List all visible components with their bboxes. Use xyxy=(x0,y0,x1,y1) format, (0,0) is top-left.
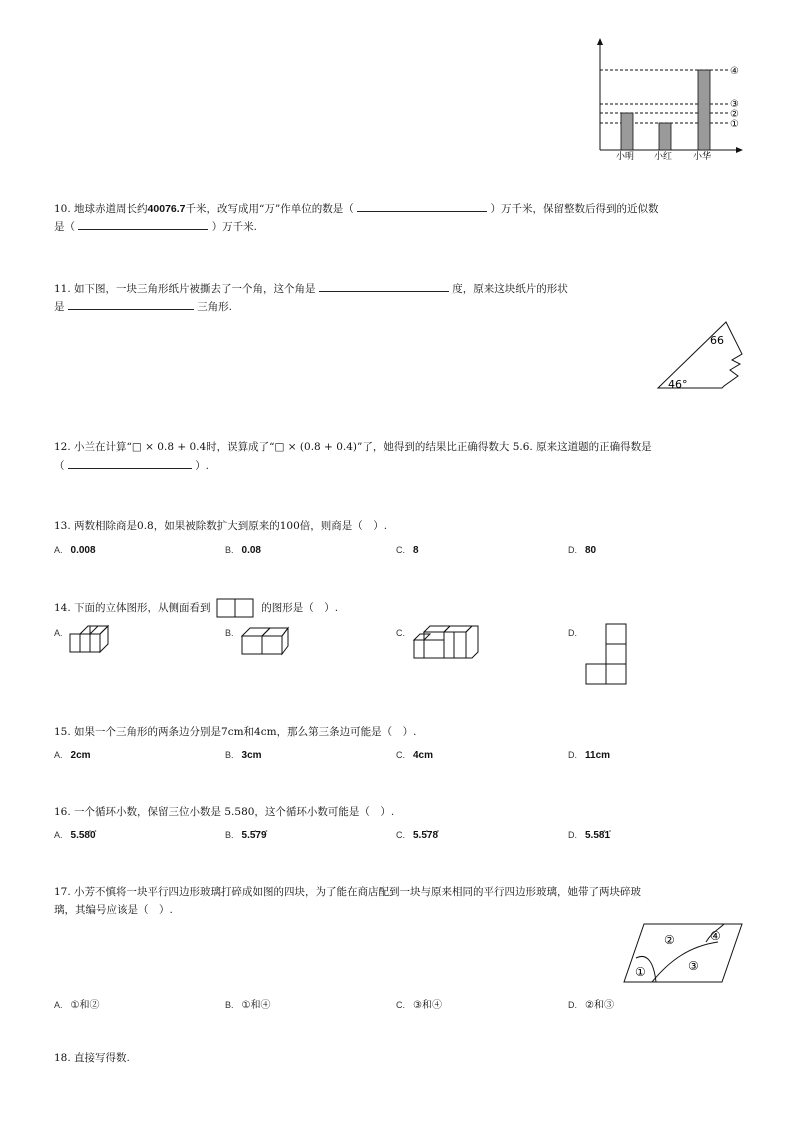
side-view-icon xyxy=(216,598,256,618)
marker-1: ① xyxy=(730,119,739,130)
bar-chart-figure xyxy=(588,36,748,164)
category-label: 小华 xyxy=(693,152,712,162)
q17-option-c[interactable]: C. ③和④ xyxy=(396,1000,442,1011)
q12-line1: 12. 小兰在计算“□ × 0.8 + 0.4时，误算成了“□ × (0.8 + 0.4)”了，她得到的结果比正确得数大 5.6. 原来这道题的正确得数是 xyxy=(54,441,652,453)
q16-option-b[interactable]: B. 5.5̇79̇ xyxy=(225,830,267,841)
q18-stem: 18. 直接写得数. xyxy=(54,1052,130,1064)
piece-4-label: ④ xyxy=(710,929,721,943)
q11-line1: 11. 如下图，一块三角形纸片被撕去了一个角，这个角是 度，原来这块纸片的形状 xyxy=(54,280,568,296)
q11-line2: 是 三角形. xyxy=(54,298,232,314)
q15-option-d[interactable]: D. 11cm xyxy=(568,750,611,761)
piece-1-label: ① xyxy=(635,965,646,979)
q11-blank-1[interactable] xyxy=(319,280,449,292)
q15-option-b[interactable]: B. 3cm xyxy=(225,750,262,761)
q14-stem: 14. 下面的立体图形，从侧面看到 的图形是（ ）. xyxy=(54,598,338,618)
q12-line2: （ ）. xyxy=(54,457,209,473)
q16-stem: 16. 一个循环小数，保留三位小数是 5.580，这个循环小数可能是（ ）. xyxy=(54,806,395,818)
bar-xiaohua xyxy=(698,70,710,150)
q16-option-d[interactable]: D. 5.58̇1̇ xyxy=(568,830,611,841)
q12-blank[interactable] xyxy=(68,457,192,469)
piece-2-label: ② xyxy=(664,933,675,947)
cube-figure-b[interactable] xyxy=(238,622,298,658)
q13-stem: 13. 两数相除商是0.8，如果被除数扩大到原来的100倍，则商是（ ）. xyxy=(54,520,388,532)
q10-blank-1[interactable] xyxy=(357,200,487,212)
q15-option-c[interactable]: C. 4cm xyxy=(396,750,434,761)
marker-4: ④ xyxy=(730,66,739,77)
bar-xiaohong xyxy=(659,123,671,150)
q15-stem: 15. 如果一个三角形的两条边分别是7cm和4cm，那么第三条边可能是（ ）. xyxy=(54,726,417,738)
broken-glass-figure xyxy=(622,920,748,986)
q14-option-a[interactable]: A. xyxy=(54,628,63,638)
q10-line1: 10. 地球赤道周长约40076.7千米，改写成用“万”作单位的数是（ ）万千米，保留整数后得到的近似数 xyxy=(54,200,658,216)
angle-top-label: 66 xyxy=(710,334,724,347)
q10-blank-2[interactable] xyxy=(78,218,208,230)
q17-line1: 17. 小芳不慎将一块平行四边形玻璃打碎成如图的四块，为了能在商店配到一块与原来相同的平行四边形玻璃，她带了两块碎玻 xyxy=(54,886,642,898)
piece-3-label: ③ xyxy=(688,959,699,973)
q13-option-c[interactable]: C. 8 xyxy=(396,545,419,556)
cube-figure-a[interactable] xyxy=(66,622,116,662)
q17-option-a[interactable]: A. ①和② xyxy=(54,1000,100,1011)
cube-figure-d[interactable] xyxy=(582,622,632,686)
cube-figure-c[interactable] xyxy=(410,622,490,662)
q14-option-b[interactable]: B. xyxy=(225,628,234,638)
q10-line2: 是（ ）万千米. xyxy=(54,218,257,234)
q13-option-a[interactable]: A. 0.008 xyxy=(54,545,96,556)
q15-option-a[interactable]: A. 2cm xyxy=(54,750,91,761)
q14-option-c[interactable]: C. xyxy=(396,628,405,638)
angle-bottom-label: 46° xyxy=(668,378,688,391)
q16-option-c[interactable]: C. 5.5̇78̇ xyxy=(396,830,439,841)
q16-option-a[interactable]: A. 5.58̇0̇ xyxy=(54,830,96,841)
q13-option-d[interactable]: D. 80 xyxy=(568,545,597,556)
q14-option-d[interactable]: D. xyxy=(568,628,577,638)
q13-option-b[interactable]: B. 0.08 xyxy=(225,545,261,556)
q17-option-d[interactable]: D. ②和③ xyxy=(568,1000,614,1011)
category-label: 小明 xyxy=(616,152,635,162)
torn-triangle-figure xyxy=(652,318,752,394)
q17-option-b[interactable]: B. ①和④ xyxy=(225,1000,271,1011)
marker-3: ③ xyxy=(730,99,739,110)
bar-xiaoming xyxy=(621,113,633,150)
q17-line2: 璃，其编号应该是（ ）. xyxy=(54,904,173,916)
q11-blank-2[interactable] xyxy=(68,298,194,310)
category-label: 小红 xyxy=(654,152,673,162)
marker-2: ② xyxy=(730,109,739,120)
